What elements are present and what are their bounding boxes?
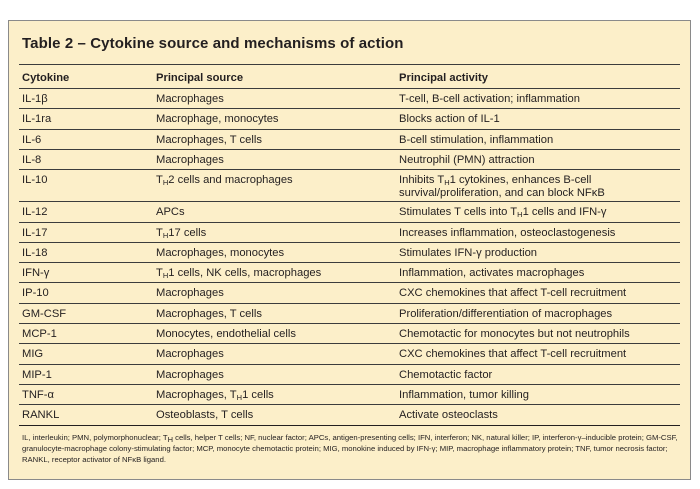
cell-activity: T-cell, B-cell activation; inflammation <box>399 93 580 105</box>
row-divider <box>19 425 680 426</box>
cell-source: $T_H17$ cells <box>156 226 207 240</box>
cell-source: Macrophages, T cells <box>156 133 262 146</box>
cell-cytokine: IL-8 <box>22 153 42 166</box>
cell-activity: Increases inflammation, osteoclastogenesis <box>399 226 616 239</box>
title-rule <box>19 64 680 65</box>
cell-activity: CXC chemokines that affect T-cell recruitment <box>399 348 627 361</box>
row-divider <box>19 404 680 405</box>
row-divider <box>19 242 680 243</box>
cell-source: Monocytes, endothelial cells <box>156 328 296 340</box>
row-divider <box>19 149 680 150</box>
row-divider <box>19 129 680 130</box>
cell-cytokine: RANKL <box>22 409 60 422</box>
row-divider <box>19 222 680 223</box>
cell-cytokine: IL-6 <box>22 133 42 146</box>
cell-activity: Inflammation, tumor killing <box>399 388 529 401</box>
cell-cytokine: IP-10 <box>22 287 49 300</box>
cell-activity: Chemotactic factor <box>399 368 493 381</box>
cell-source: Macrophages <box>156 368 224 381</box>
cell-source: Macrophages, monocytes <box>156 246 285 259</box>
cell-cytokine: IFN-γ <box>22 267 50 280</box>
row-divider <box>19 108 680 109</box>
cell-activity: Blocks action of IL-1 <box>399 113 500 126</box>
cell-activity: Proliferation/differentiation of macrophages <box>399 307 613 320</box>
cell-cytokine: IL-1ra <box>22 113 52 126</box>
cell-source: $T_H1$ cells, NK cells, macrophages <box>156 267 322 281</box>
cell-cytokine: MCP-1 <box>22 328 57 340</box>
cell-cytokine: MIP-1 <box>22 368 52 381</box>
row-divider <box>19 384 680 385</box>
row-divider <box>19 343 680 344</box>
header-rule <box>19 88 680 89</box>
cell-source: Macrophages, $T_H1$ cells <box>156 388 274 402</box>
cell-source: Macrophages <box>156 287 224 300</box>
cell-activity: Neutrophil (PMN) attraction <box>399 153 535 166</box>
cell-source: Osteoblasts, T cells <box>156 409 254 422</box>
row-divider <box>19 323 680 324</box>
table-panel <box>8 20 691 480</box>
cell-activity: Stimulates IFN-γ production <box>399 246 538 259</box>
cell-activity: Chemotactic for monocytes but not neutrophils <box>399 328 630 340</box>
cell-activity: CXC chemokines that affect T-cell recruitment <box>399 287 627 300</box>
header-source: Principal source <box>156 72 244 84</box>
cell-cytokine: IL-12 <box>22 206 48 219</box>
cell-source: $T_H2$ cells and macrophages <box>156 174 293 188</box>
cell-cytokine: MIG <box>22 348 44 361</box>
table-footnote: IL, interleukin; PMN, polymorphonuclear; $T_H$ cells, helper T cells; NF, nuclear factor; APCs, antigen-presenting cells; IFN, interferon; NK, natural killer; IP, interferon-γ–inducible protein; GM-CSF, granulocyte-macrophage colony-stimulating factor; MCP, monocyte chemotactic protein; MIG, monokine induced by IFN-γ; MIP, macrophage inflammatory protein; TNF, tumor necrosis factor; RANKL, receptor activator of NFκB ligand. <box>22 433 678 464</box>
header-activity: Principal activity <box>399 72 488 84</box>
row-divider <box>19 169 680 170</box>
cell-activity: B-cell stimulation, inflammation <box>399 133 554 146</box>
cell-source: APCs <box>156 206 185 219</box>
row-divider <box>19 262 680 263</box>
cell-activity: Activate osteoclasts <box>399 409 498 422</box>
cell-activity: Inflammation, activates macrophages <box>399 267 585 280</box>
row-divider <box>19 282 680 283</box>
row-divider <box>19 364 680 365</box>
cell-source: Macrophages <box>156 348 224 361</box>
cell-source: Macrophage, monocytes <box>156 113 279 126</box>
cell-activity: Inhibits $T_H1$ cytokines, enhances B-cell survival/proliferation, and can block NFκB <box>399 174 605 200</box>
cell-cytokine: TNF-α <box>22 388 54 401</box>
table-title: Table 2 – Cytokine source and mechanisms of action <box>22 35 404 52</box>
row-divider <box>19 303 680 304</box>
row-divider <box>19 201 680 202</box>
cell-activity: Stimulates T cells into $T_H1$ cells and IFN-γ <box>399 206 607 220</box>
cell-cytokine: IL-17 <box>22 226 48 239</box>
cell-cytokine: IL-10 <box>22 174 48 187</box>
cell-cytokine: IL-1β <box>22 93 48 105</box>
cell-source: Macrophages <box>156 93 224 105</box>
cell-cytokine: IL-18 <box>22 246 48 259</box>
header-cytokine: Cytokine <box>22 72 70 84</box>
cell-source: Macrophages <box>156 153 224 166</box>
cell-cytokine: GM-CSF <box>22 307 67 320</box>
cell-source: Macrophages, T cells <box>156 307 262 320</box>
